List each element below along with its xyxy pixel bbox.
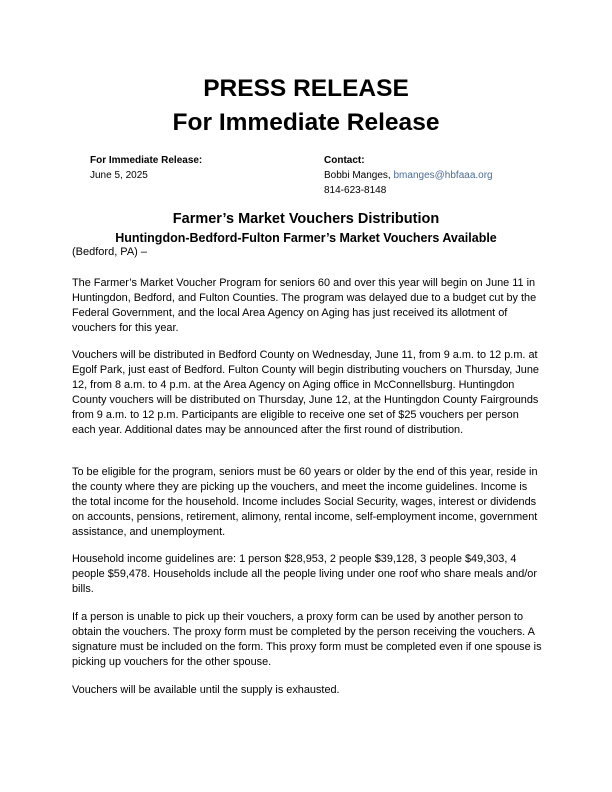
dateline: (Bedford, PA) – [72,246,147,258]
subheadline: Huntingdon-Bedford-Fulton Farmer’s Market Vouchers Available [115,231,497,245]
paragraph-eligibility: To be eligible for the program, seniors must be 60 years or older by the end of this year, reside in the county where they are picking up the vouchers, and meet the income guidelines. Income is the total income for the household. Income includes Social Security, wages, interest or dividends on accounts, pensions, retirement, alimony, rental income, self-employment income, government assistance, and unemployment. [72,466,538,538]
release-date: June 5, 2025 [90,170,148,181]
contact-phone: 814-623-8148 [324,185,387,196]
release-info [90,153,310,183]
paragraph-proxy: If a person is unable to pick up their vouchers, a proxy form can be used by another person to obtain the vouchers. The proxy form must be completed by the person receiving the vouchers. A signature must be included on the form. This proxy form must be completed even if one spouse is picking up vouchers for the other spouse. [72,611,542,668]
page-subtitle: For Immediate Release [172,109,440,136]
headline: Farmer’s Market Vouchers Distribution [172,211,440,227]
contact-info [324,153,564,198]
paragraph-availability: Vouchers will be available until the supply is exhausted. [72,684,340,696]
paragraph-program: The Farmer’s Market Voucher Program for seniors 60 and over this year will begin on June 11 in Huntingdon, Bedford, and Fulton Counties. The program was delayed due to a budget cut by the Federal Government, and the local Area Agency on Aging has just received its allotment of vouchers for this year. [72,277,537,334]
paragraph-distribution: Vouchers will be distributed in Bedford County on Wednesday, June 11, from 9 a.m. to 12 p.m. at Egolf Park, just east of Bedford. Fulton County will begin distributing vouchers on Thursday, June 12, from 8 a.m. to 4 p.m. at the Area Agency on Aging office in McConnellsburg. Huntingdon County vouchers will be distributed on Thursday, June 12, at the Huntingdon County Fairgrounds from 9 a.m. to 12 p.m. Participants are eligible to receive one set of $25 vouchers per person each year. Additional dates may be announced after the first round of distribution. [72,349,539,436]
contact-line [324,168,564,183]
page-title: PRESS RELEASE [203,75,409,102]
paragraph-income-guidelines: Household income guidelines are: 1 person $28,953, 2 people $39,128, 3 people $49,303, 4 people $59,478. Households include all the people living under one roof who share meals and/or bills. [72,553,537,595]
contact-email-link[interactable]: bmanges@hbfaaa.org [393,170,493,181]
contact-label: Contact: [324,155,365,166]
contact-name: Bobbi Manges, [324,170,391,181]
release-label: For Immediate Release: [90,155,203,166]
